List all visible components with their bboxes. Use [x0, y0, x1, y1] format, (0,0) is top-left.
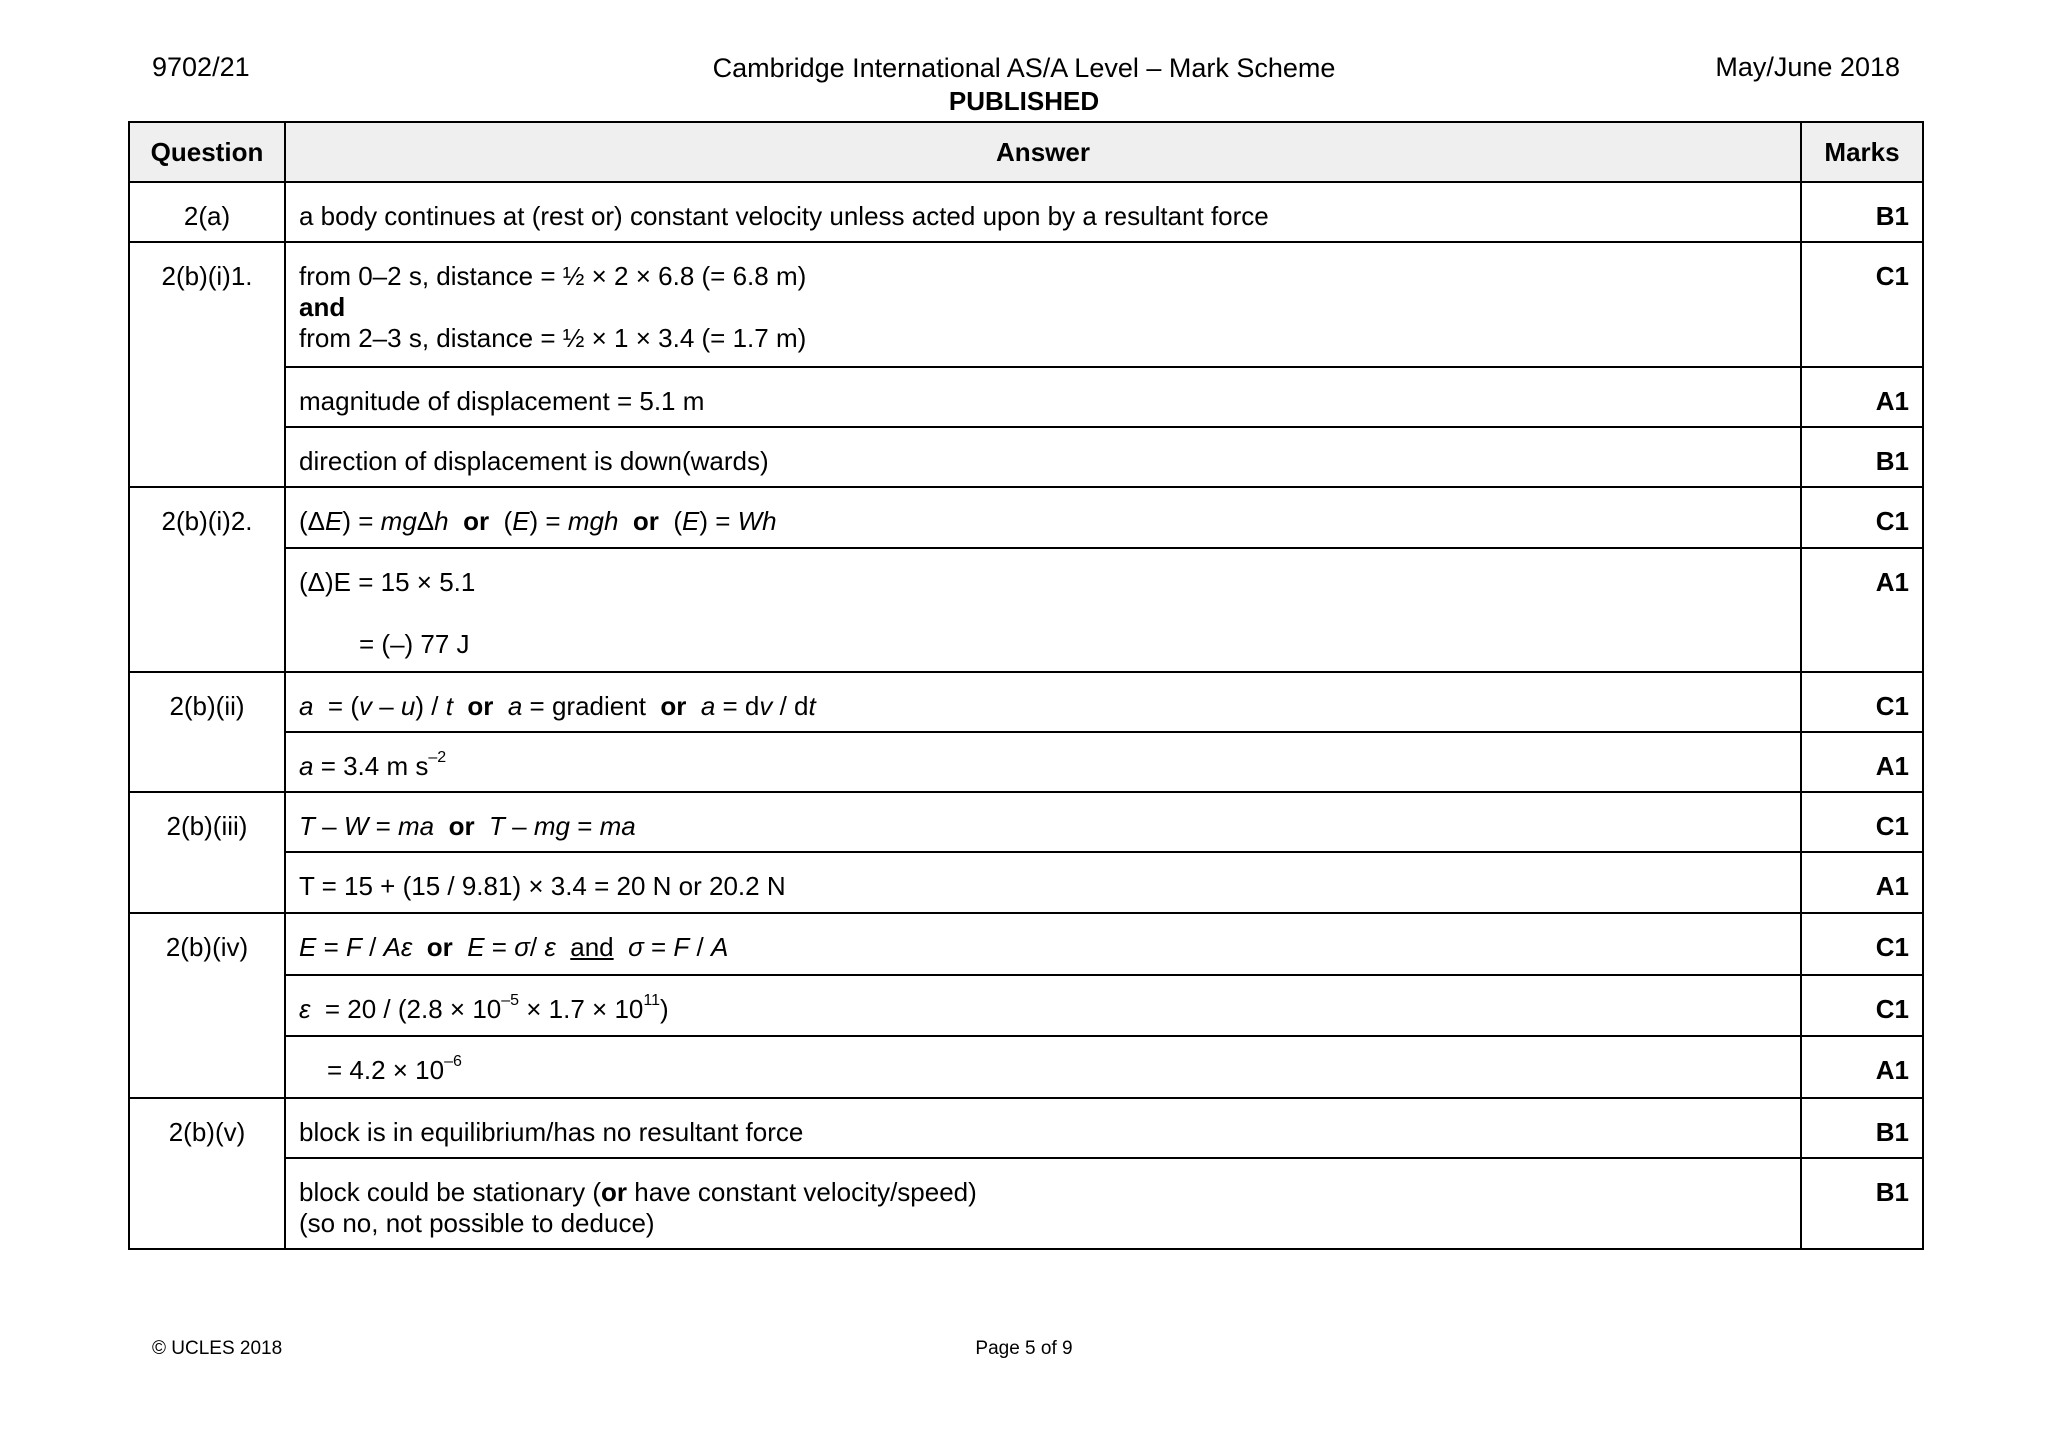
- page-title: Cambridge International AS/A Level – Mark Scheme: [712, 53, 1336, 83]
- table-row: [129, 732, 1923, 792]
- answer-cell: a = 3.4 m $s^{-2}$: [285, 732, 1801, 792]
- marks-cell: C1: [1801, 975, 1923, 1036]
- and-connector: and: [570, 932, 614, 962]
- table-row: [129, 367, 1923, 427]
- marks-cell: B1: [1801, 427, 1923, 487]
- answer-line: from 0–2 s, distance = ½ × 2 × 6.8 (= 6.8 m): [299, 261, 807, 291]
- answer-cell: $\varepsilon = 20 / (2.8 \times 10^{-5} \times 1.7 \times 10^{11})$: [285, 975, 1801, 1036]
- or-connector: or: [601, 1177, 628, 1207]
- question-cell: 2(a): [129, 182, 285, 242]
- answer-cell: = $4.2 \times 10^{-6}$: [285, 1036, 1801, 1098]
- table-row: [129, 1098, 1923, 1158]
- question-cell: 2(b)(i)1.: [129, 242, 285, 487]
- answer-cell: T – W = ma or T – mg = ma: [285, 792, 1801, 852]
- question-cell: 2(b)(i)2.: [129, 487, 285, 672]
- marks-cell: A1: [1801, 367, 1923, 427]
- marks-cell: C1: [1801, 792, 1923, 852]
- marks-cell: C1: [1801, 242, 1923, 367]
- marks-cell: A1: [1801, 1036, 1923, 1098]
- published-label: PUBLISHED: [948, 86, 1100, 116]
- copyright: © UCLES 2018: [152, 1338, 283, 1359]
- question-cell: 2(b)(ii): [129, 672, 285, 792]
- marks-cell: A1: [1801, 732, 1923, 792]
- answer-cell: a body continues at (rest or) constant velocity unless acted upon by a resultant force: [285, 182, 1801, 242]
- page-number: Page 5 of 9: [975, 1338, 1073, 1359]
- marks-cell: C1: [1801, 672, 1923, 732]
- answer-line: from 2–3 s, distance = ½ × 1 × 3.4 (= 1.7 m): [299, 323, 807, 353]
- answer-cell: [285, 1158, 1801, 1249]
- marks-cell: B1: [1801, 182, 1923, 242]
- table-row: [129, 913, 1923, 975]
- answer-cell: block is in equilibrium/has no resultant force: [285, 1098, 1801, 1158]
- marks-cell: C1: [1801, 487, 1923, 548]
- answer-cell: (ΔE) = mgΔh or (E) = mgh or (E) = Wh: [285, 487, 1801, 548]
- table-row: [129, 242, 1923, 367]
- answer-connector: and: [299, 292, 346, 322]
- or-connector: or: [660, 691, 687, 721]
- header-answer: Answer: [285, 122, 1801, 182]
- mark-scheme-table: [128, 121, 1924, 1250]
- table-row: [129, 975, 1923, 1036]
- table-row: [129, 792, 1923, 852]
- table-row: [129, 1036, 1923, 1098]
- table-row: [129, 1158, 1923, 1249]
- header-marks: Marks: [1801, 122, 1923, 182]
- or-connector: or: [463, 506, 490, 536]
- answer-line: = (–) 77 J: [359, 629, 470, 659]
- marks-cell: A1: [1801, 548, 1923, 672]
- answer-cell: direction of displacement is down(wards): [285, 427, 1801, 487]
- marks-cell: A1: [1801, 852, 1923, 913]
- question-cell: 2(b)(iii): [129, 792, 285, 913]
- answer-line: (so no, not possible to deduce): [299, 1208, 655, 1238]
- marks-cell: B1: [1801, 1158, 1923, 1249]
- answer-cell: a = (v – u) / t or a = gradient or a = dv / dt: [285, 672, 1801, 732]
- answer-line: block could be stationary (or have constant velocity/speed): [299, 1177, 977, 1207]
- question-cell: 2(b)(v): [129, 1098, 285, 1249]
- marks-cell: C1: [1801, 913, 1923, 975]
- paper-code: 9702/21: [152, 52, 250, 82]
- or-connector: or: [426, 932, 453, 962]
- table-row: [129, 427, 1923, 487]
- answer-cell: magnitude of displacement = 5.1 m: [285, 367, 1801, 427]
- or-connector: or: [632, 506, 659, 536]
- answer-line: (Δ)E = 15 × 5.1: [299, 567, 476, 597]
- answer-cell: [285, 242, 1801, 367]
- table-row: [129, 548, 1923, 672]
- or-connector: or: [467, 691, 494, 721]
- question-cell: 2(b)(iv): [129, 913, 285, 1098]
- answer-cell: T = 15 + (15 / 9.81) × 3.4 = 20 N or 20.2 N: [285, 852, 1801, 913]
- table-row: [129, 487, 1923, 548]
- table-row: [129, 182, 1923, 242]
- table-row: [129, 672, 1923, 732]
- answer-cell: E = F / Aε or E = σ/ ε and σ = F / A: [285, 913, 1801, 975]
- exam-session: May/June 2018: [1715, 52, 1900, 82]
- answer-cell: [285, 548, 1801, 672]
- or-connector: or: [448, 811, 475, 841]
- header-question: Question: [129, 122, 285, 182]
- table-row: [129, 852, 1923, 913]
- table-header-row: [129, 122, 1923, 182]
- marks-cell: B1: [1801, 1098, 1923, 1158]
